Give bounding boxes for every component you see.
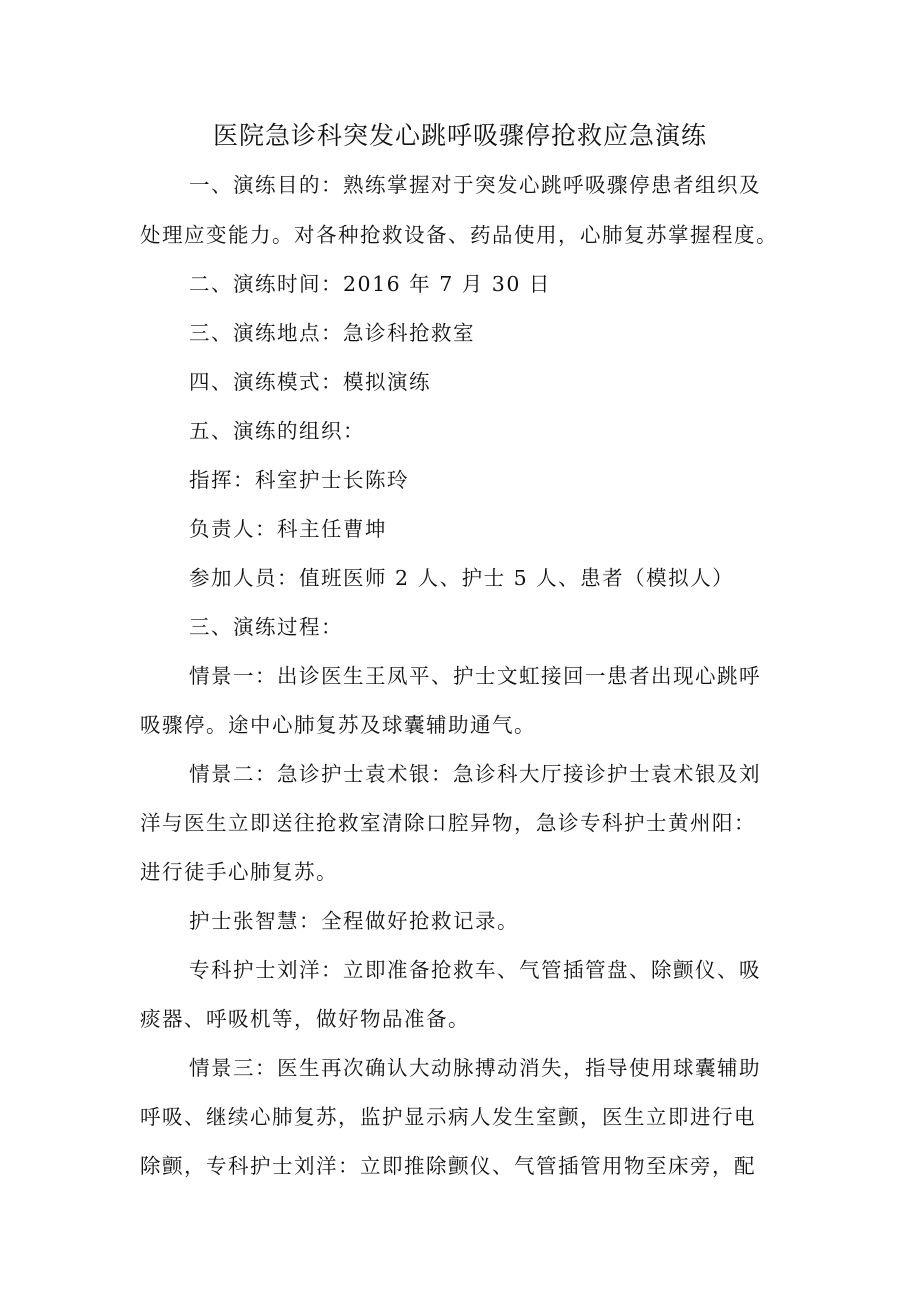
drill-purpose-line-1: 一、演练目的：熟练掌握对于突发心跳呼吸骤停患者组织及 [189,173,761,197]
document-title: 医院急诊科突发心跳呼吸骤停抢救应急演练 [212,121,707,150]
commander: 指挥：科室护士长陈玲 [189,468,409,492]
participants: 参加人员：值班医师 2 人、护士 5 人、患者（模拟人） [189,566,735,590]
drill-purpose-line-2: 处理应变能力。对各种抢救设备、药品使用，心肺复苏掌握程度。 [140,223,778,247]
scenario-3-line-3: 除颤，专科护士刘洋：立即推除颤仪、气管插管用物至床旁，配 [140,1154,756,1178]
specialist-nurse-line-1: 专科护士刘洋：立即准备抢救车、气管插管盘、除颤仪、吸 [189,958,761,982]
nurse-recorder: 护士张智慧：全程做好抢救记录。 [189,909,519,933]
drill-mode: 四、演练模式：模拟演练 [189,370,431,394]
scenario-2-line-3: 进行徒手心肺复苏。 [140,860,338,884]
scenario-3-line-1: 情景三：医生再次确认大动脉搏动消失，指导使用球囊辅助 [189,1056,761,1080]
drill-location: 三、演练地点：急诊科抢救室 [189,321,475,345]
drill-organization-heading: 五、演练的组织： [189,419,365,443]
scenario-1-line-2: 吸骤停。途中心肺复苏及球囊辅助通气。 [140,713,536,737]
scenario-3-line-2: 呼吸、继续心肺复苏，监护显示病人发生室颤，医生立即进行电 [140,1105,756,1129]
drill-time: 二、演练时间：2016 年 7 月 30 日 [189,272,551,296]
scenario-2-line-2: 洋与医生立即送往抢救室清除口腔异物，急诊专科护士黄州阳： [140,811,756,835]
scenario-1-line-1: 情景一：出诊医生王凤平、护士文虹接回一患者出现心跳呼 [189,664,761,688]
drill-process-heading: 三、演练过程： [189,615,343,639]
person-in-charge: 负责人：科主任曹坤 [189,517,387,541]
scenario-2-line-1: 情景二：急诊护士袁术银：急诊科大厅接诊护士袁术银及刘 [189,762,761,786]
specialist-nurse-line-2: 痰器、呼吸机等，做好物品准备。 [140,1007,470,1031]
